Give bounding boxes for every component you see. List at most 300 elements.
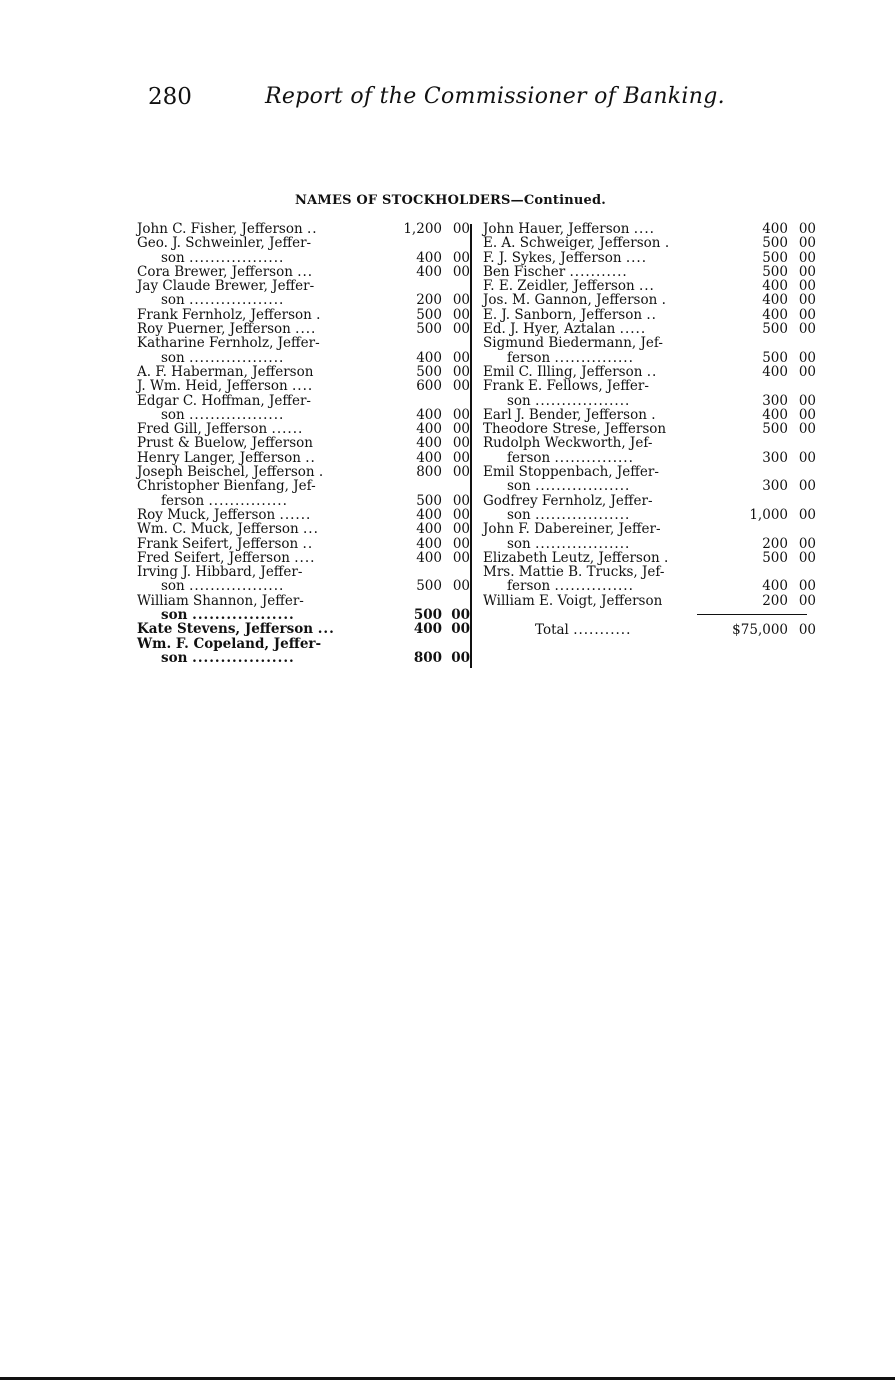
share-amount-cents: 00 xyxy=(452,306,470,323)
stockholder-name xyxy=(161,608,295,622)
stockholder-row xyxy=(137,494,470,508)
share-amount-dollars: 800 xyxy=(416,464,442,481)
stockholder-name-text: Mrs. Mattie B. Trucks, Jef- xyxy=(483,564,665,581)
stockholder-name-text: ferson xyxy=(507,449,551,466)
share-amount-dollars: 400 xyxy=(416,249,442,266)
stockholder-row xyxy=(137,622,470,636)
total-dollars: $75,000 xyxy=(732,622,788,638)
stockholder-name-text: Irving J. Hibbard, Jeffer- xyxy=(137,564,303,581)
stockholder-row xyxy=(137,308,470,322)
stockholder-row xyxy=(137,279,470,293)
share-amount-cents: 00 xyxy=(798,406,816,423)
leader-dots: .................. xyxy=(189,249,285,266)
stockholder-name xyxy=(161,293,284,307)
stockholder-name xyxy=(137,222,318,236)
stockholder-row xyxy=(137,436,470,450)
stockholder-row xyxy=(483,579,816,593)
total-row xyxy=(483,623,816,637)
share-amount-dollars: 800 xyxy=(413,649,442,666)
stockholder-name xyxy=(137,622,335,636)
stockholder-name xyxy=(137,365,313,379)
share-amount-cents: 00 xyxy=(452,435,470,452)
leader-dots: ........... xyxy=(569,263,628,280)
stockholder-name xyxy=(137,465,324,479)
share-amount-cents: 00 xyxy=(798,421,816,438)
stockholder-name xyxy=(137,265,313,279)
stockholder-row xyxy=(483,322,816,336)
leader-dots: . xyxy=(663,549,670,566)
share-amount-dollars: 500 xyxy=(762,349,788,366)
stockholder-name-text: Earl J. Bender, Jefferson xyxy=(483,406,647,423)
stockholder-row xyxy=(483,351,816,365)
stockholder-row xyxy=(137,293,470,307)
stockholder-name xyxy=(507,394,630,408)
share-amount-cents: 00 xyxy=(452,363,470,380)
stockholder-row xyxy=(483,465,816,479)
leader-dots: .. xyxy=(646,306,657,323)
stockholder-name xyxy=(483,551,669,565)
share-amount-dollars: 400 xyxy=(416,549,442,566)
leader-dots: ............... xyxy=(554,449,634,466)
share-amount-dollars: 400 xyxy=(416,263,442,280)
leader-dots: . xyxy=(318,464,325,481)
share-amount-dollars: 500 xyxy=(416,363,442,380)
stockholder-row xyxy=(483,422,816,436)
stockholder-row xyxy=(137,336,470,350)
share-amount-cents: 00 xyxy=(798,549,816,566)
column-divider xyxy=(470,224,472,668)
stockholder-row xyxy=(137,422,470,436)
stockholder-name xyxy=(507,451,634,465)
stockholder-name xyxy=(137,379,313,393)
stockholder-name xyxy=(483,465,659,479)
stockholder-row xyxy=(137,594,470,608)
share-amount-dollars: 400 xyxy=(762,306,788,323)
stockholder-name xyxy=(161,579,284,593)
share-amount-dollars: 400 xyxy=(416,435,442,452)
stockholder-name-text: Cora Brewer, Jefferson xyxy=(137,263,293,280)
stockholder-name-text: E. A. Schweiger, Jefferson xyxy=(483,235,661,252)
share-amount-dollars: 1,200 xyxy=(403,221,442,237)
leader-dots: ...... xyxy=(279,506,312,523)
leader-dots: . xyxy=(664,235,671,252)
stockholder-row xyxy=(483,551,816,565)
stockholder-name-text: son xyxy=(507,506,531,523)
share-amount-cents: 00 xyxy=(798,363,816,380)
share-amount-cents: 00 xyxy=(452,535,470,552)
share-amount-dollars: 500 xyxy=(413,607,442,624)
stockholder-name xyxy=(483,322,646,336)
stockholder-name xyxy=(483,522,661,536)
stockholder-name-text: Wm. C. Muck, Jefferson xyxy=(137,521,299,538)
share-amount-dollars: 500 xyxy=(762,549,788,566)
stockholder-name xyxy=(161,651,295,665)
share-amount-cents: 00 xyxy=(452,221,470,237)
share-amount-cents: 00 xyxy=(452,492,470,509)
share-amount-dollars: 200 xyxy=(416,292,442,309)
share-amount-cents: 00 xyxy=(798,449,816,466)
stockholder-name-text: John F. Dabereiner, Jeffer- xyxy=(483,521,661,538)
stockholder-name xyxy=(161,351,284,365)
stockholder-name-text: Rudolph Weckworth, Jef- xyxy=(483,435,653,452)
stockholder-row xyxy=(483,379,816,393)
stockholder-name-text: Edgar C. Hoffman, Jeffer- xyxy=(137,392,311,409)
stockholder-row xyxy=(483,594,816,608)
share-amount-dollars: 400 xyxy=(762,578,788,595)
share-amount-cents: 00 xyxy=(798,506,816,523)
leader-dots: .. xyxy=(305,449,316,466)
share-amount-dollars: 500 xyxy=(762,421,788,438)
stockholder-row xyxy=(483,394,816,408)
stockholder-name-text: Kate Stevens, Jefferson xyxy=(137,621,314,638)
stockholder-row xyxy=(137,394,470,408)
stockholder-name xyxy=(507,579,634,593)
leader-dots: .................. xyxy=(192,649,295,666)
stockholder-row xyxy=(137,322,470,336)
share-amount-cents: 00 xyxy=(798,392,816,409)
stockholder-row xyxy=(137,451,470,465)
leader-dots: .................. xyxy=(535,478,631,495)
stockholder-name-text: Frank Fernholz, Jefferson xyxy=(137,306,312,323)
share-amount-dollars: 1,000 xyxy=(749,506,788,523)
stockholder-name-text: son xyxy=(161,607,188,624)
share-amount-cents: 00 xyxy=(452,464,470,481)
share-amount-dollars: 400 xyxy=(762,221,788,237)
stockholder-name xyxy=(483,365,657,379)
leader-dots: .................. xyxy=(189,578,285,595)
stockholder-name-text: John Hauer, Jefferson xyxy=(483,221,630,237)
stockholder-row xyxy=(137,479,470,493)
stockholder-name xyxy=(137,637,321,651)
running-title: Report of the Commissioner of Banking. xyxy=(265,84,725,109)
stockholder-name-text: son xyxy=(161,249,185,266)
total-label-text: Total xyxy=(535,622,569,638)
leader-dots: ............... xyxy=(554,578,634,595)
stockholder-row xyxy=(137,522,470,536)
share-amount-cents: 00 xyxy=(452,349,470,366)
stockholder-row xyxy=(483,565,816,579)
stockholder-name-text: ferson xyxy=(507,578,551,595)
stockholder-row xyxy=(483,365,816,379)
share-amount-dollars: 400 xyxy=(416,449,442,466)
leader-dots: ............... xyxy=(208,492,288,509)
stockholder-name-text: Jay Claude Brewer, Jeffer- xyxy=(137,278,315,295)
share-amount-cents: 00 xyxy=(798,578,816,595)
leader-dots: ... xyxy=(303,521,319,538)
stockholder-name xyxy=(483,379,649,393)
stockholder-name xyxy=(507,508,630,522)
stockholder-row xyxy=(137,379,470,393)
stockholder-name xyxy=(483,222,655,236)
stockholder-name-text: son xyxy=(161,406,185,423)
share-amount-cents: 00 xyxy=(798,535,816,552)
stockholder-name-text: A. F. Haberman, Jefferson xyxy=(137,363,314,380)
stockholder-name xyxy=(137,308,321,322)
share-amount-dollars: 400 xyxy=(416,406,442,423)
stockholder-name xyxy=(161,408,284,422)
stockholder-row xyxy=(137,465,470,479)
stockholder-name-text: Elizabeth Leutz, Jefferson xyxy=(483,549,660,566)
stockholder-name xyxy=(507,479,630,493)
leader-dots: .... xyxy=(292,378,314,395)
share-amount-dollars: 300 xyxy=(762,392,788,409)
stockholder-name-text: son xyxy=(507,392,531,409)
share-amount-cents: 00 xyxy=(452,378,470,395)
share-amount-cents: 00 xyxy=(798,292,816,309)
share-amount-cents: 00 xyxy=(452,506,470,523)
stockholder-name-text: Christopher Bienfang, Jef- xyxy=(137,478,316,495)
leader-dots: .................. xyxy=(189,406,285,423)
share-amount-dollars: 400 xyxy=(762,278,788,295)
stockholder-name xyxy=(137,565,302,579)
stockholder-name xyxy=(483,494,653,508)
stockholder-name-text: Joseph Beischel, Jefferson xyxy=(137,464,315,481)
stockholder-name-text: Roy Puerner, Jefferson xyxy=(137,321,291,338)
stockholder-name xyxy=(483,594,662,608)
share-amount-cents: 00 xyxy=(798,278,816,295)
stockholder-name xyxy=(483,436,652,450)
stockholder-name-text: Geo. J. Schweinler, Jeffer- xyxy=(137,235,312,252)
stockholder-name-text: ferson xyxy=(507,349,551,366)
stockholder-row xyxy=(483,251,816,265)
share-amount-dollars: 400 xyxy=(762,406,788,423)
stockholder-name-text: son xyxy=(507,478,531,495)
share-amount-dollars: 400 xyxy=(416,349,442,366)
share-amount-dollars: 200 xyxy=(762,535,788,552)
stockholder-name xyxy=(137,322,316,336)
leader-dots: .................. xyxy=(535,506,631,523)
stockholder-row xyxy=(137,508,470,522)
share-amount-cents: 00 xyxy=(798,349,816,366)
share-amount-dollars: 500 xyxy=(416,306,442,323)
leader-dots: ... xyxy=(297,263,314,280)
stockholder-name-text: Ed. J. Hyer, Aztalan xyxy=(483,321,616,338)
leader-dots: .................. xyxy=(535,392,631,409)
stockholder-name-text: William E. Voigt, Jefferson xyxy=(483,592,663,609)
stockholder-row xyxy=(137,608,470,622)
share-amount-cents: 00 xyxy=(798,263,816,280)
share-amount-cents: 00 xyxy=(452,249,470,266)
share-amount-dollars: 400 xyxy=(416,421,442,438)
leader-dots: ... xyxy=(317,621,335,638)
total-label xyxy=(535,623,631,637)
stockholder-row xyxy=(483,451,816,465)
stockholder-name-text: Fred Gill, Jefferson xyxy=(137,421,268,438)
share-amount-cents: 00 xyxy=(452,421,470,438)
stockholder-name-text: Sigmund Biedermann, Jef- xyxy=(483,335,663,352)
stockholder-name-text: Roy Muck, Jefferson xyxy=(137,506,276,523)
stockholder-row xyxy=(137,537,470,551)
share-amount-cents: 00 xyxy=(798,221,816,237)
leader-dots: .... xyxy=(295,321,317,338)
share-amount-dollars: 300 xyxy=(762,478,788,495)
stockholder-name-text: Prust & Buelow, Jefferson xyxy=(137,435,313,452)
stockholder-name xyxy=(137,451,316,465)
stockholder-row xyxy=(483,494,816,508)
right-stockholder-column xyxy=(483,222,816,608)
share-amount-cents: 00 xyxy=(798,235,816,252)
total-cents: 00 xyxy=(798,622,816,638)
stockholder-name-text: F. E. Zeidler, Jefferson xyxy=(483,278,635,295)
stockholder-row xyxy=(483,408,816,422)
share-amount-cents: 00 xyxy=(452,578,470,595)
leader-dots: . xyxy=(651,406,657,423)
stockholder-row xyxy=(137,351,470,365)
share-amount-dollars: 400 xyxy=(413,621,442,638)
stockholder-name xyxy=(137,522,319,536)
stockholder-name xyxy=(137,479,316,493)
stockholder-name xyxy=(483,265,628,279)
stockholder-row xyxy=(137,236,470,250)
stockholder-row xyxy=(483,279,816,293)
stockholder-row xyxy=(483,508,816,522)
stockholder-name-text: son xyxy=(507,535,531,552)
stockholder-name-text: Katharine Fernholz, Jeffer- xyxy=(137,335,320,352)
total-rule xyxy=(697,614,807,615)
leader-dots: .... xyxy=(294,549,316,566)
stockholder-name-text: Frank Seifert, Jefferson xyxy=(137,535,299,552)
share-amount-cents: 00 xyxy=(452,321,470,338)
stockholder-name-text: Henry Langer, Jefferson xyxy=(137,449,301,466)
stockholder-name xyxy=(483,422,666,436)
share-amount-cents: 00 xyxy=(798,321,816,338)
stockholder-row xyxy=(483,336,816,350)
stockholder-name xyxy=(483,251,647,265)
share-amount-cents: 00 xyxy=(452,406,470,423)
stockholder-row xyxy=(483,436,816,450)
share-amount-cents: 00 xyxy=(452,549,470,566)
stockholder-row xyxy=(137,408,470,422)
share-amount-cents: 00 xyxy=(798,592,816,609)
stockholder-row xyxy=(137,579,470,593)
stockholder-name xyxy=(137,436,313,450)
stockholder-name-text: son xyxy=(161,578,185,595)
share-amount-cents: 00 xyxy=(798,478,816,495)
stockholder-name-text: son xyxy=(161,649,188,666)
stockholder-row xyxy=(137,565,470,579)
stockholder-name xyxy=(483,336,663,350)
share-amount-dollars: 500 xyxy=(762,263,788,280)
stockholder-name xyxy=(137,594,304,608)
leader-dots: .................. xyxy=(189,349,285,366)
stockholder-name xyxy=(483,279,655,293)
share-amount-dollars: 500 xyxy=(416,578,442,595)
stockholder-name xyxy=(137,336,320,350)
stockholder-name-text: ferson xyxy=(161,492,205,509)
share-amount-dollars: 500 xyxy=(416,492,442,509)
share-amount-cents: 00 xyxy=(452,521,470,538)
stockholder-row xyxy=(137,637,470,651)
share-amount-dollars: 400 xyxy=(762,292,788,309)
share-amount-dollars: 500 xyxy=(762,321,788,338)
leader-dots: ............... xyxy=(554,349,634,366)
stockholder-name-text: Fred Seifert, Jefferson xyxy=(137,549,290,566)
share-amount-dollars: 400 xyxy=(416,521,442,538)
stockholder-name-text: Wm. F. Copeland, Jeffer- xyxy=(137,635,322,652)
share-amount-dollars: 600 xyxy=(416,378,442,395)
leader-dots: .. xyxy=(302,535,314,552)
stockholder-name xyxy=(137,537,313,551)
stockholder-name xyxy=(161,494,288,508)
total-leader-dots: ........... xyxy=(573,622,632,638)
stockholder-name xyxy=(137,279,314,293)
stockholder-row xyxy=(483,222,816,236)
leader-dots: .... xyxy=(625,249,648,266)
left-stockholder-column xyxy=(137,222,470,665)
stockholder-row xyxy=(483,236,816,250)
stockholder-name-text: E. J. Sanborn, Jefferson xyxy=(483,306,643,323)
stockholder-name-text: Godfrey Fernholz, Jeffer- xyxy=(483,492,653,509)
stockholder-row xyxy=(137,251,470,265)
stockholder-row xyxy=(483,265,816,279)
stockholder-row xyxy=(483,537,816,551)
leader-dots: . xyxy=(661,292,667,309)
share-amount-cents: 00 xyxy=(451,621,470,638)
share-amount-dollars: 500 xyxy=(416,321,442,338)
share-amount-dollars: 400 xyxy=(416,506,442,523)
stockholder-name-text: son xyxy=(161,349,185,366)
stockholder-name xyxy=(137,551,315,565)
stockholder-name-text: Ben Fischer xyxy=(483,263,566,280)
stockholder-name-text: Emil Stoppenbach, Jeffer- xyxy=(483,464,659,481)
stockholder-name-text: Theodore Strese, Jefferson xyxy=(483,421,667,438)
share-amount-cents: 00 xyxy=(452,292,470,309)
stockholder-row xyxy=(483,293,816,307)
share-amount-dollars: 500 xyxy=(762,249,788,266)
leader-dots: .. xyxy=(306,221,318,237)
stockholder-name-text: Emil C. Illing, Jefferson xyxy=(483,363,643,380)
stockholder-row xyxy=(137,551,470,565)
share-amount-dollars: 300 xyxy=(762,449,788,466)
share-amount-cents: 00 xyxy=(452,263,470,280)
stockholder-row xyxy=(137,365,470,379)
stockholder-name-text: John C. Fisher, Jefferson xyxy=(137,221,303,237)
stockholder-name xyxy=(483,236,670,250)
leader-dots: .................. xyxy=(189,292,285,309)
stockholder-name xyxy=(507,351,634,365)
share-amount-cents: 00 xyxy=(451,607,470,624)
stockholder-name xyxy=(137,236,311,250)
stockholder-name-text: William Shannon, Jeffer- xyxy=(137,592,304,609)
leader-dots: . xyxy=(316,306,322,323)
leader-dots: ..... xyxy=(619,321,647,338)
stockholder-name-text: son xyxy=(161,292,185,309)
stockholder-row xyxy=(483,479,816,493)
leader-dots: .................. xyxy=(535,535,631,552)
stockholder-name-text: Frank E. Fellows, Jeffer- xyxy=(483,378,649,395)
stockholder-name xyxy=(483,308,657,322)
stockholder-name xyxy=(483,408,656,422)
share-amount-dollars: 500 xyxy=(762,235,788,252)
leader-dots: ...... xyxy=(271,421,304,438)
stockholder-name-text: J. Wm. Heid, Jefferson xyxy=(137,378,288,395)
share-amount-cents: 00 xyxy=(798,249,816,266)
stockholder-name xyxy=(161,251,284,265)
share-amount-cents: 00 xyxy=(798,306,816,323)
stockholder-row xyxy=(483,522,816,536)
share-amount-dollars: 400 xyxy=(762,363,788,380)
stockholder-row xyxy=(137,651,470,665)
stockholder-name-text: Jos. M. Gannon, Jefferson xyxy=(483,292,658,309)
share-amount-cents: 00 xyxy=(451,649,470,666)
share-amount-cents: 00 xyxy=(452,449,470,466)
stockholder-row xyxy=(137,265,470,279)
section-heading: NAMES OF STOCKHOLDERS—Continued. xyxy=(295,193,607,208)
page-number: 280 xyxy=(148,84,192,110)
share-amount-dollars: 400 xyxy=(416,535,442,552)
leader-dots: .... xyxy=(633,221,655,237)
share-amount-dollars: 200 xyxy=(762,592,788,609)
